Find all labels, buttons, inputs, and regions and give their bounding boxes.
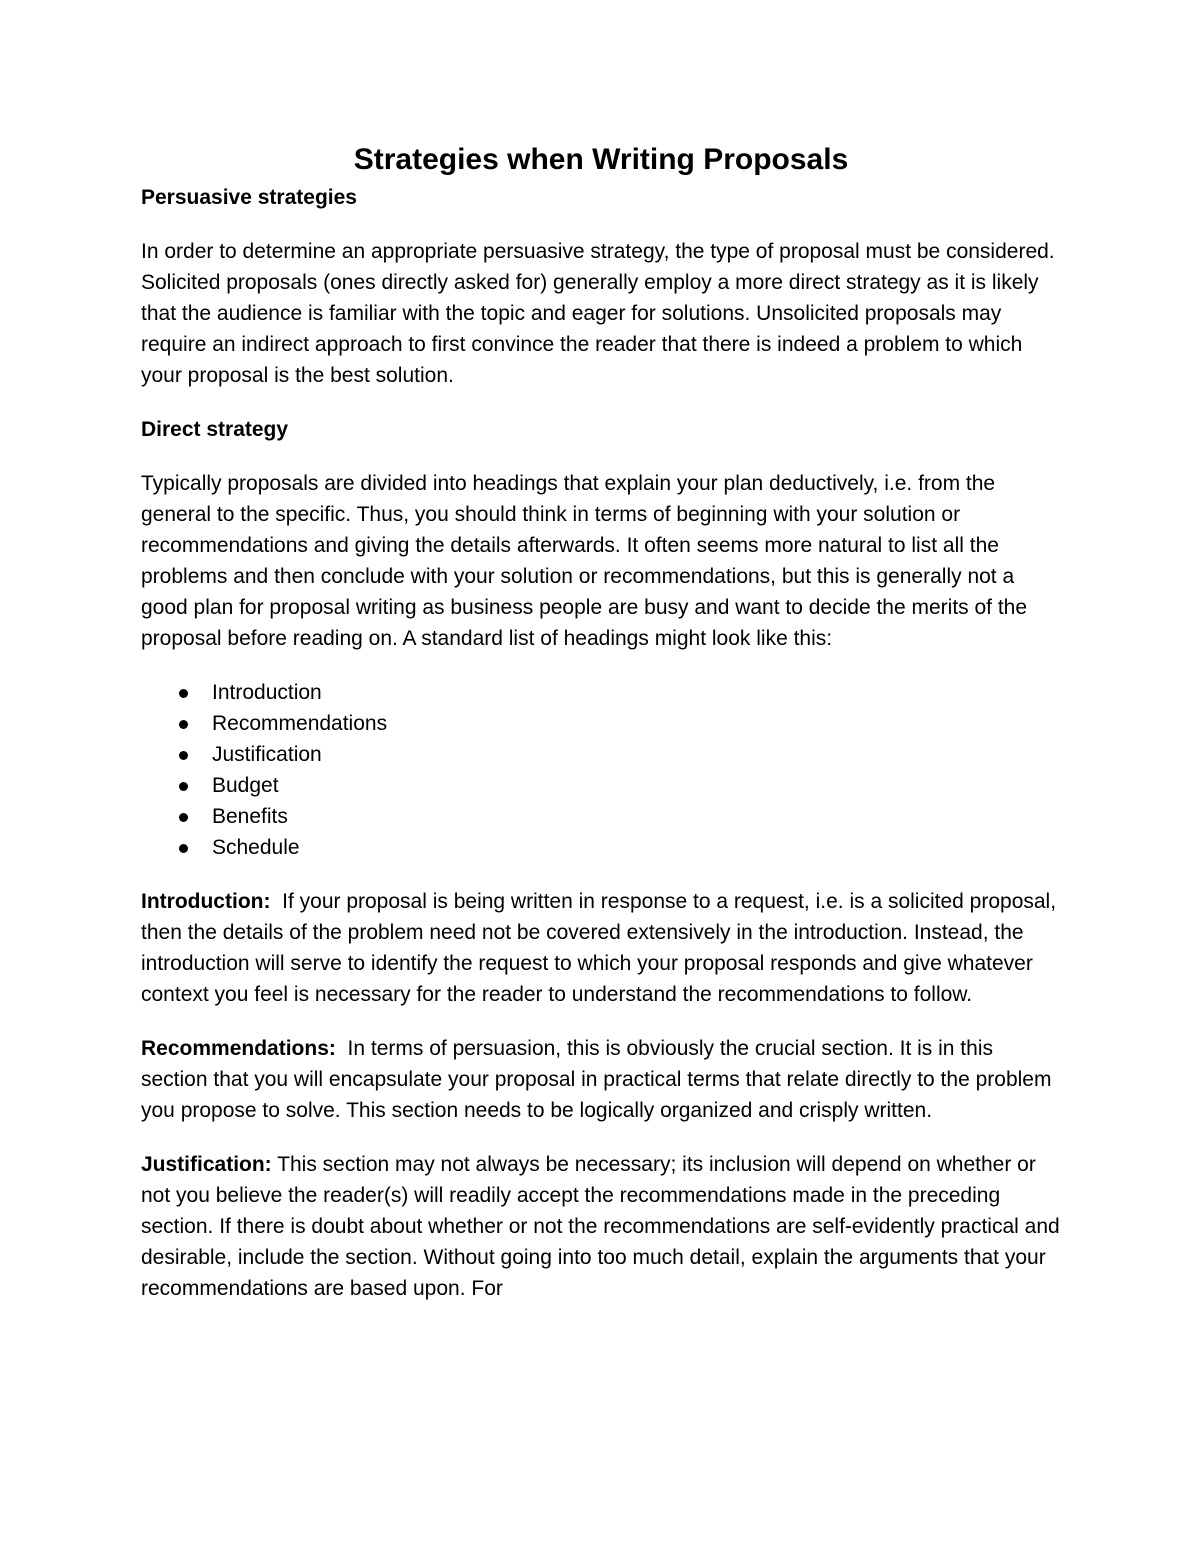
list-item-label: Budget: [212, 774, 279, 797]
heading-persuasive-strategies: Persuasive strategies: [141, 186, 357, 209]
paragraph-persuasive-strategies: In order to determine an appropriate persuasive strategy, the type of proposal must be considered. Solicited proposals (ones directly asked for) generally employ a more direct strategy as it is likely that the audience is familiar with the topic and eager for solutions. Unsolicited proposals may require an indirect approach to first convince the reader that there is indeed a problem to which your proposal is the best solution.: [141, 240, 1055, 387]
body-recommendations: In terms of persuasion, this is obviously the crucial section. It is in this section that you will encapsulate your proposal in practical terms that relate directly to the problem you propose to solve. This section needs to be logically organized and crisply written.: [141, 1037, 1058, 1122]
list-item-label: Justification: [212, 743, 322, 766]
document-page: [141, 140, 1066, 1304]
list-item: [141, 677, 1061, 708]
list-item: [141, 708, 1061, 739]
bullet-icon: [179, 689, 188, 698]
list-item: [141, 739, 1061, 770]
list-item: [141, 801, 1061, 832]
lead-recommendations: Recommendations:: [141, 1037, 336, 1060]
body-introduction: If your proposal is being written in response to a request, i.e. is a solicited proposal, then the details of the problem need not be covered extensively in the introduction. Instead, the introduction will serve to identify the request to which your proposal responds and give whatever context you feel is necessary for the reader to understand the recommendations to follow.: [141, 890, 1062, 1006]
bullet-icon: [179, 813, 188, 822]
paragraph-justification: [141, 1149, 1066, 1304]
headings-list: [141, 677, 1061, 863]
bullet-icon: [179, 782, 188, 791]
bullet-icon: [179, 844, 188, 853]
list-item: [141, 770, 1061, 801]
lead-justification: Justification:: [141, 1153, 272, 1176]
bullet-icon: [179, 751, 188, 760]
paragraph-direct-strategy: Typically proposals are divided into headings that explain your plan deductively, i.e. from the general to the specific. Thus, you should think in terms of beginning with your solution or recommendations and giving the details afterwards. It often seems more natural to list all the problems and then conclude with your solution or recommendations, but this is generally not a good plan for proposal writing as business people are busy and want to decide the merits of the proposal before reading on. A standard list of headings might look like this:: [141, 472, 1028, 650]
list-item: [141, 832, 1061, 863]
paragraph-recommendations: [141, 1033, 1061, 1126]
lead-introduction: Introduction:: [141, 890, 271, 913]
list-item-label: Schedule: [212, 836, 300, 859]
list-item-label: Benefits: [212, 805, 288, 828]
bullet-icon: [179, 720, 188, 729]
list-item-label: Introduction: [212, 681, 322, 704]
list-item-label: Recommendations: [212, 712, 388, 735]
body-justification: This section may not always be necessary; its inclusion will depend on whether or not you believe the reader(s) will readily accept the recommendations made in the preceding section. If there is doubt about whether or not the recommendations are self-evidently practical and desirable, include the section. Without going into too much detail, explain the arguments that your recommendations are based upon. For: [141, 1153, 1066, 1300]
heading-direct-strategy: Direct strategy: [141, 418, 289, 441]
paragraph-introduction: [141, 886, 1061, 1010]
document-title: Strategies when Writing Proposals: [353, 143, 849, 176]
